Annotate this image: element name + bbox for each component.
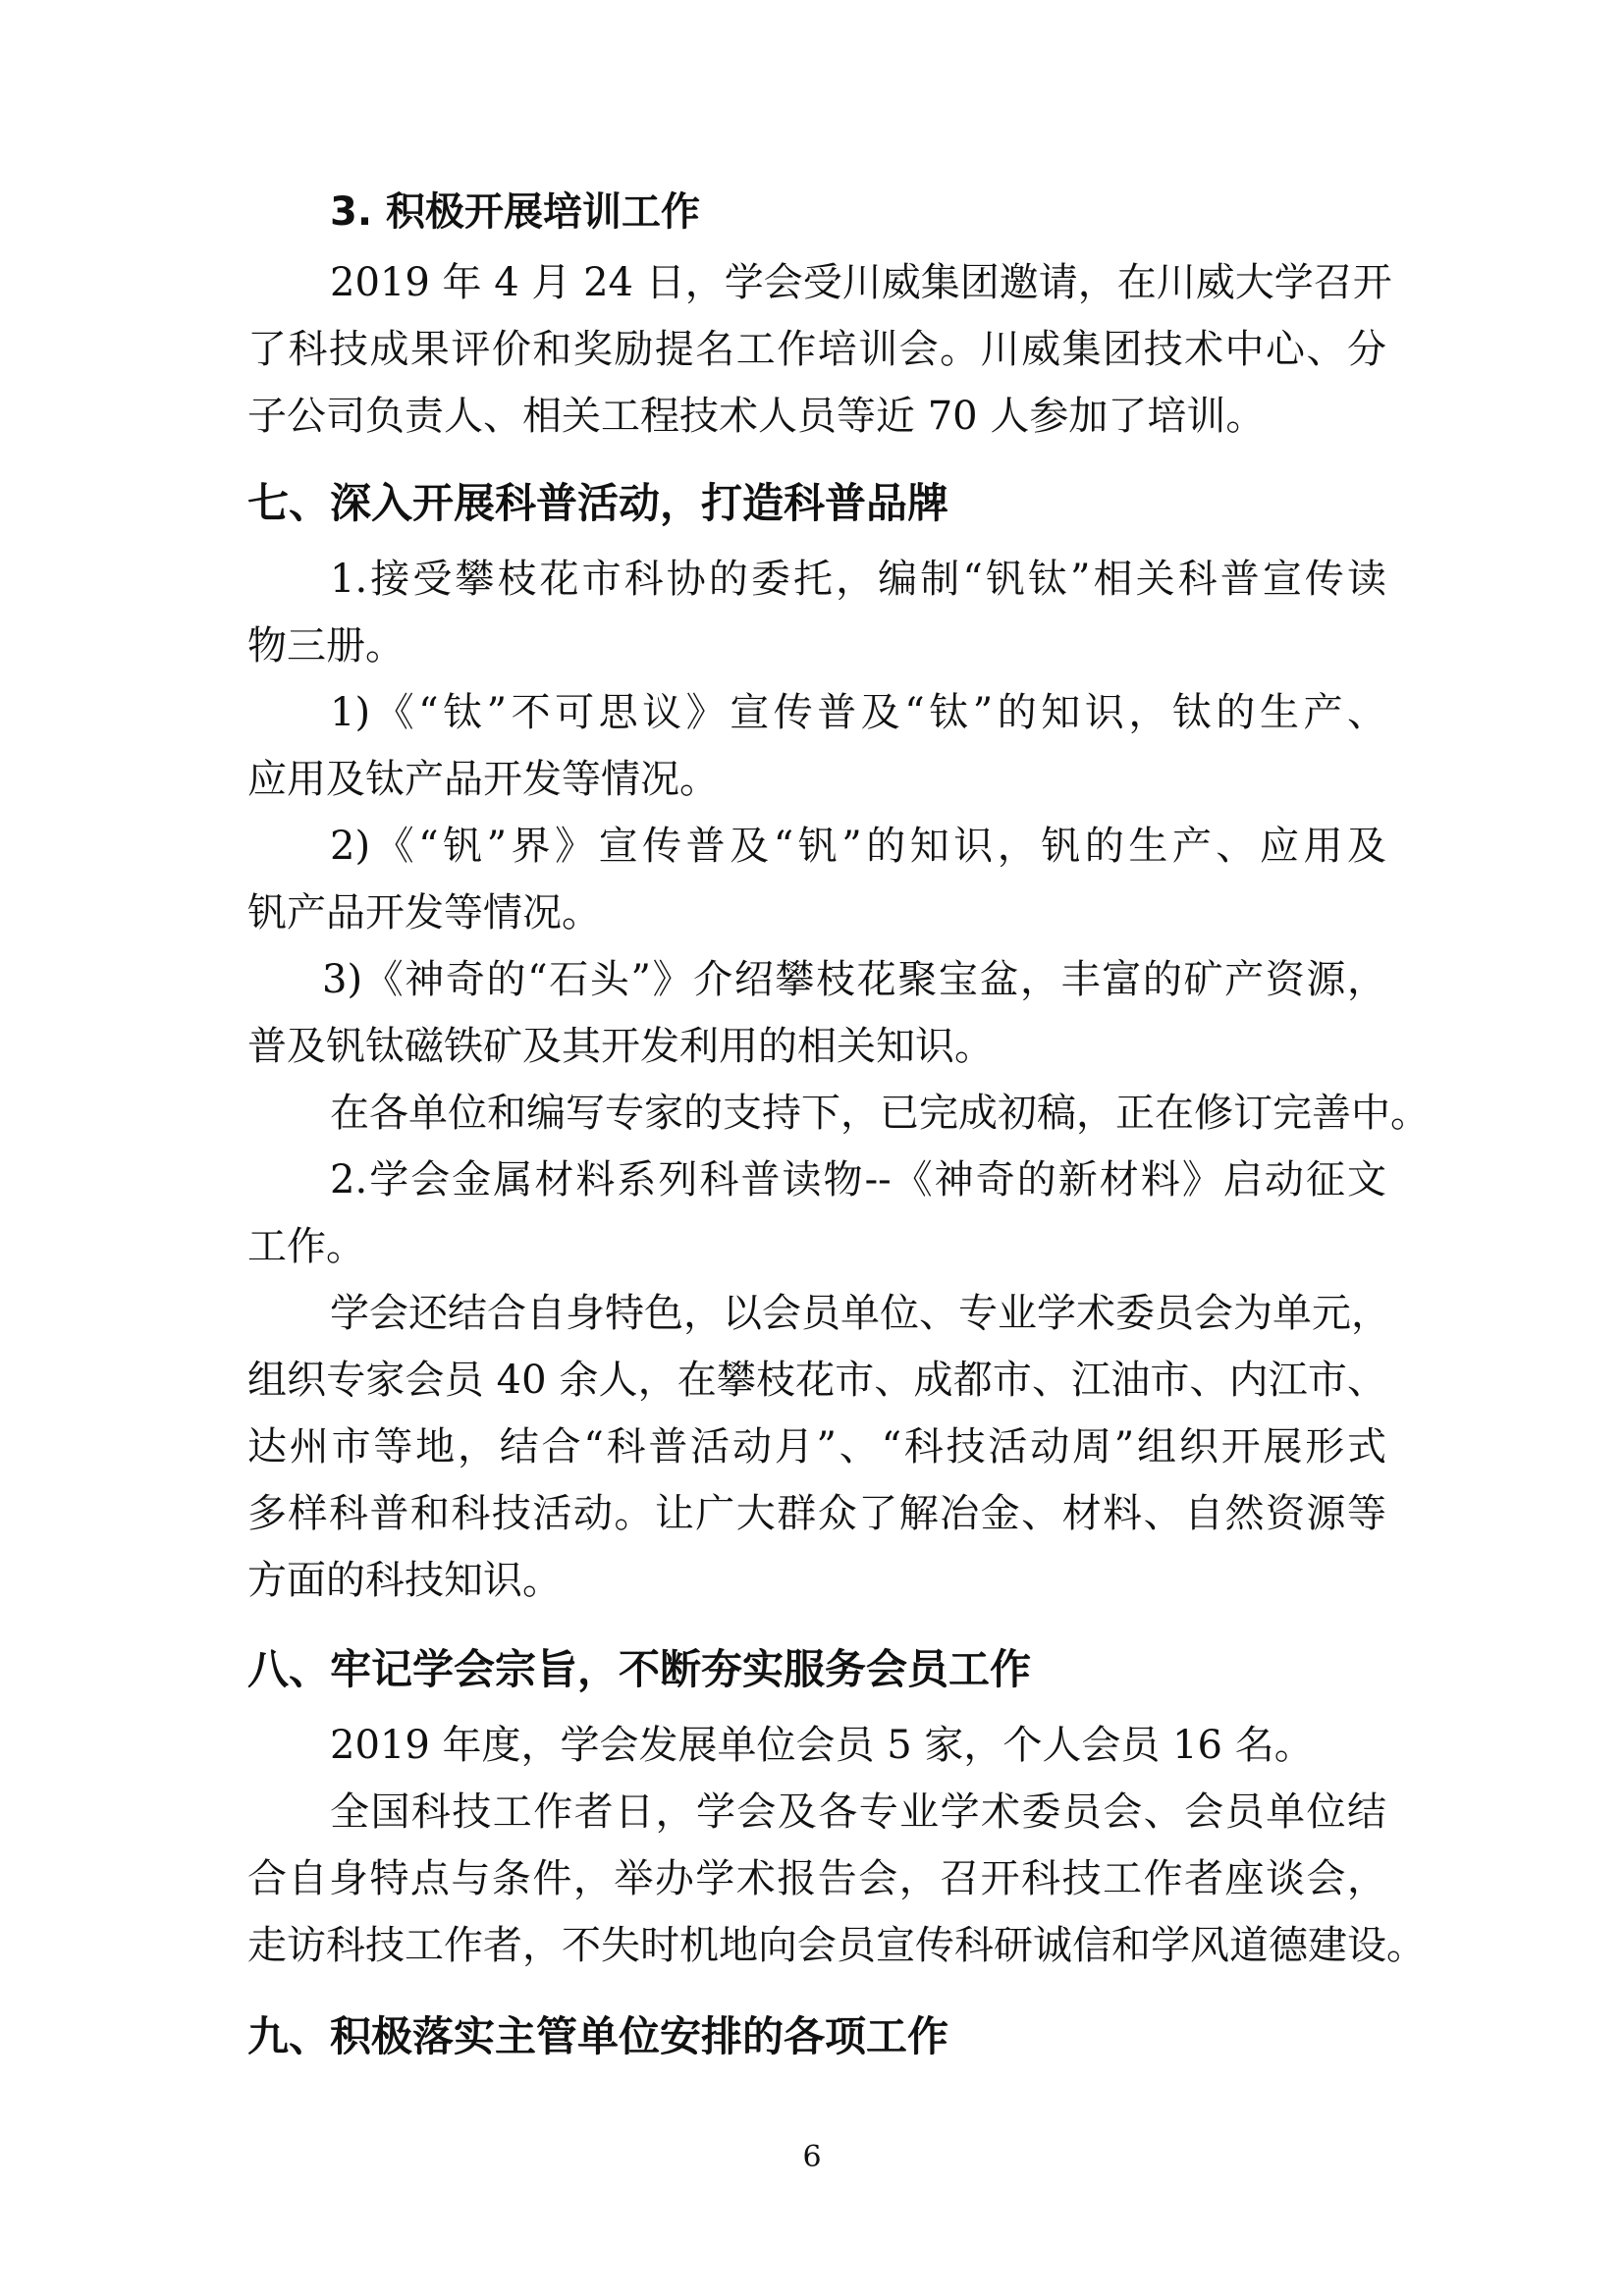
paragraph-line: 1)《“钛”不可思议》宣传普及“钛”的知识，钛的生产、 <box>330 690 1386 735</box>
paragraph-line: 全国科技工作者日，学会及各专业学术委员会、会员单位结 <box>330 1789 1386 1835</box>
paragraph-line: 多样科普和科技活动。让广大群众了解冶金、材料、自然资源等 <box>247 1491 1386 1536</box>
section-heading-supervisory-tasks: 九、积极落实主管单位安排的各项工作 <box>247 2012 949 2060</box>
paragraph-line: 应用及钛产品开发等情况。 <box>247 757 719 802</box>
paragraph-line: 3)《神奇的“石头”》介绍攀枝花聚宝盆，丰富的矿产资源， <box>322 957 1386 1002</box>
paragraph-line: 物三册。 <box>247 623 405 668</box>
paragraph-line: 2.学会金属材料系列科普读物--《神奇的新材料》启动征文 <box>330 1157 1386 1202</box>
paragraph-line: 合自身特点与条件，举办学术报告会，召开科技工作者座谈会， <box>247 1856 1386 1901</box>
paragraph-line: 子公司负责人、相关工程技术人员等近 70 人参加了培训。 <box>247 394 1266 439</box>
paragraph-line: 普及钒钛磁铁矿及其开发利用的相关知识。 <box>247 1024 994 1069</box>
paragraph-line: 钒产品开发等情况。 <box>247 890 601 935</box>
paragraph-line: 工作。 <box>247 1224 365 1269</box>
paragraph-line: 学会还结合自身特色，以会员单位、专业学术委员会为单元， <box>330 1291 1390 1336</box>
section-heading-science-popularization: 七、深入开展科普活动，打造科普品牌 <box>247 479 949 527</box>
paragraph-line: 2)《“钒”界》宣传普及“钒”的知识，钒的生产、应用及 <box>330 824 1386 869</box>
paragraph-line: 在各单位和编写专家的支持下，已完成初稿，正在修订完善中。 <box>330 1091 1430 1136</box>
paragraph-line: 2019 年度，学会发展单位会员 5 家，个人会员 16 名。 <box>330 1723 1314 1768</box>
paragraph-line: 2019 年 4 月 24 日，学会受川威集团邀请，在川威大学召开 <box>330 260 1392 305</box>
paragraph-line: 达州市等地，结合“科普活动月”、“科技活动周”组织开展形式 <box>247 1424 1386 1469</box>
subheading-training: 3. 积极开展培训工作 <box>330 189 700 235</box>
paragraph-line: 了科技成果评价和奖励提名工作培训会。川威集团技术中心、分 <box>247 327 1386 372</box>
paragraph-line: 方面的科技知识。 <box>247 1558 562 1603</box>
section-heading-member-services: 八、牢记学会宗旨，不断夯实服务会员工作 <box>247 1645 1032 1693</box>
page-number: 6 <box>802 2140 822 2174</box>
paragraph-line: 1.接受攀枝花市科协的委托，编制“钒钛”相关科普宣传读 <box>330 557 1386 602</box>
paragraph-line: 走访科技工作者，不失时机地向会员宣传科研诚信和学风道德建设。 <box>247 1923 1426 1968</box>
paragraph-line: 组织专家会员 40 余人，在攀枝花市、成都市、江油市、内江市、 <box>247 1358 1386 1403</box>
